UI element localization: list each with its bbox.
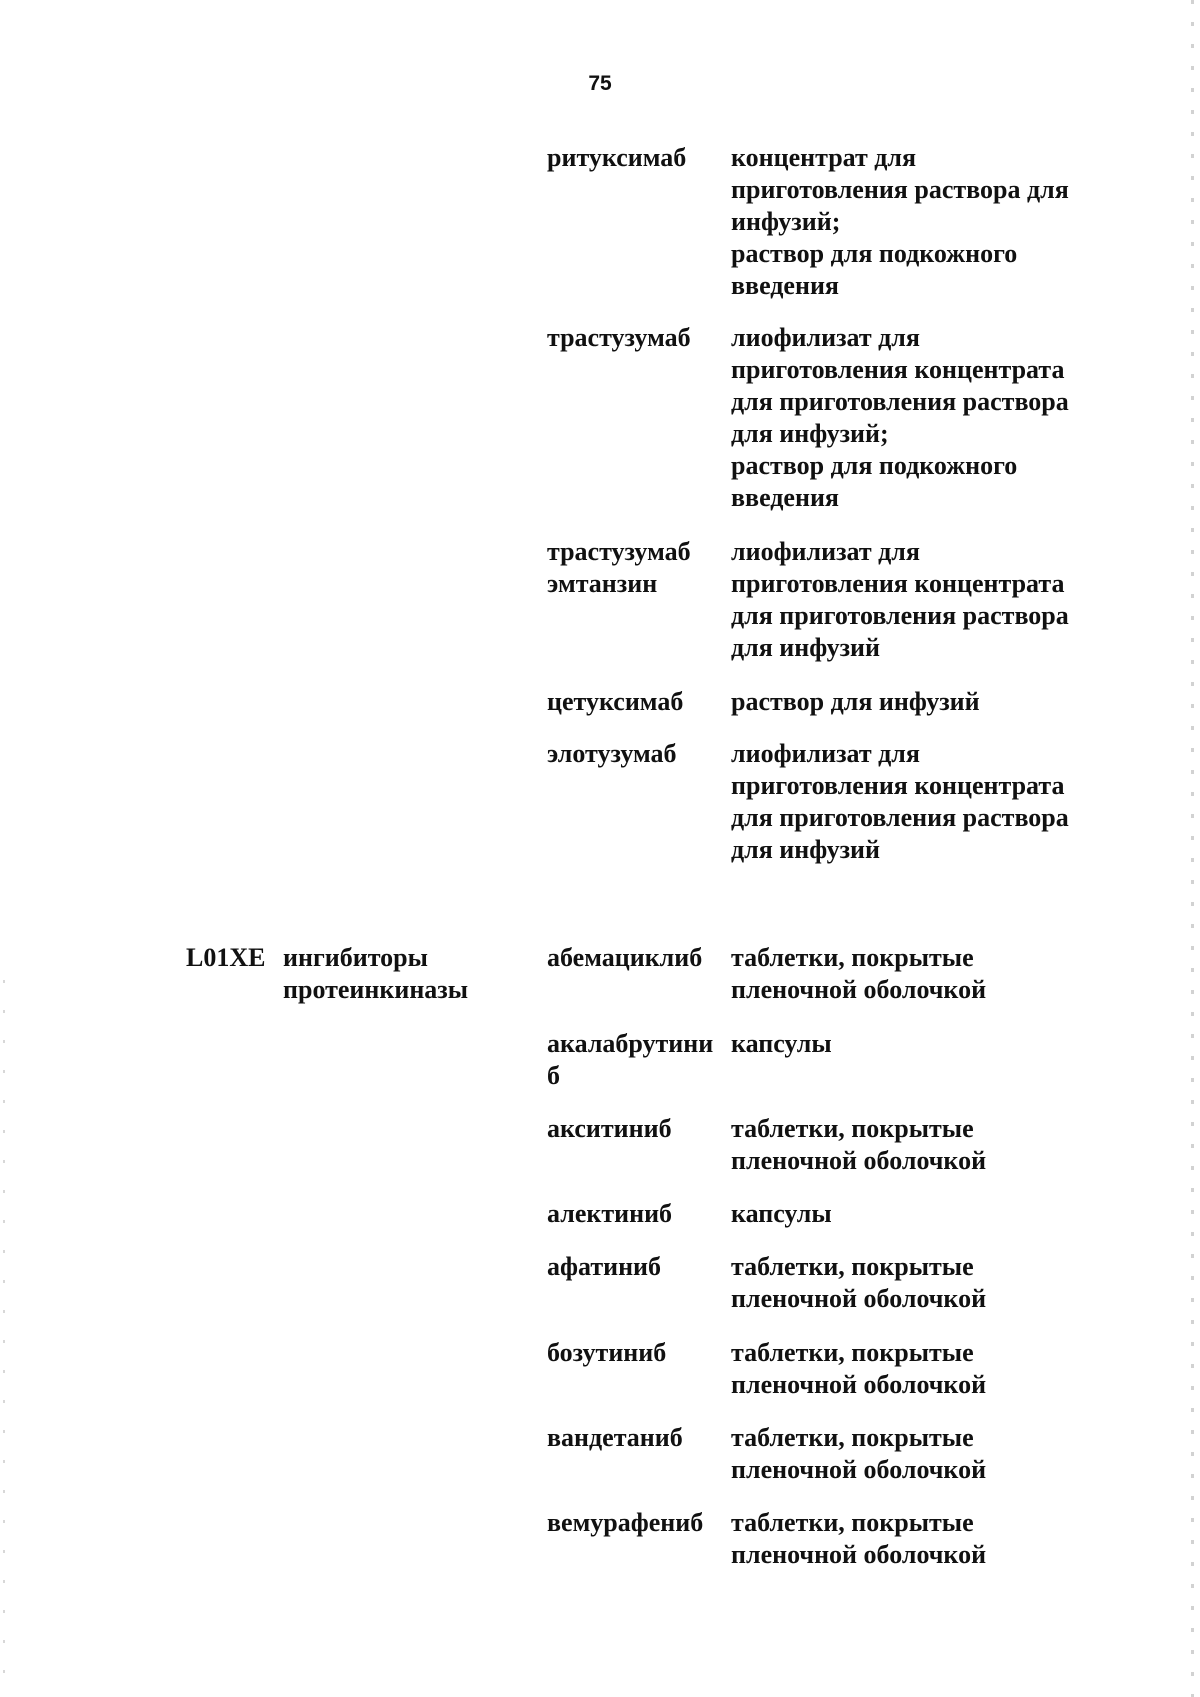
dosage-form: таблетки, покрытые пленочной оболочкой bbox=[731, 1508, 987, 1569]
drug-name: афатиниб bbox=[547, 1252, 662, 1281]
drug-name: трастузумаб эмтанзин bbox=[547, 537, 691, 598]
dosage-form: лиофилизат для приготовления концентрата для приготовления раствора для инфузий bbox=[731, 537, 1069, 662]
drug-name: вандетаниб bbox=[547, 1423, 683, 1452]
page-number: 75 bbox=[588, 72, 612, 95]
dosage-form: концентрат для приготовления раствора для инфузий; раствор для подкожного введения bbox=[731, 143, 1069, 300]
dosage-form: таблетки, покрытые пленочной оболочкой bbox=[731, 1114, 987, 1175]
drug-name: алектиниб bbox=[547, 1199, 673, 1228]
dosage-form: таблетки, покрытые пленочной оболочкой bbox=[731, 943, 987, 1004]
drug-name: элотузумаб bbox=[547, 739, 677, 768]
scan-edge-marks-left bbox=[3, 980, 5, 1680]
drug-name: бозутиниб bbox=[547, 1338, 667, 1367]
drug-name: акситиниб bbox=[547, 1114, 672, 1143]
dosage-form: капсулы bbox=[731, 1029, 832, 1058]
dosage-form: таблетки, покрытые пленочной оболочкой bbox=[731, 1338, 987, 1399]
drug-name: цетуксимаб bbox=[547, 687, 684, 716]
dosage-form: капсулы bbox=[731, 1199, 832, 1228]
drug-name: ритуксимаб bbox=[547, 143, 687, 172]
atc-group-name: ингибиторы протеинкиназы bbox=[283, 943, 469, 1004]
dosage-form: лиофилизат для приготовления концентрата для приготовления раствора для инфузий bbox=[731, 739, 1069, 864]
scan-edge-marks bbox=[1191, 0, 1194, 1697]
dosage-form: таблетки, покрытые пленочной оболочкой bbox=[731, 1423, 987, 1484]
dosage-form: таблетки, покрытые пленочной оболочкой bbox=[731, 1252, 987, 1313]
dosage-form: лиофилизат для приготовления концентрата для приготовления раствора для инфузий; раствор для подкожного введения bbox=[731, 323, 1069, 512]
drug-name: акалабрутини б bbox=[547, 1029, 714, 1090]
dosage-form: раствор для инфузий bbox=[731, 687, 980, 716]
drug-name: абемациклиб bbox=[547, 943, 703, 972]
drug-name: трастузумаб bbox=[547, 323, 691, 352]
drug-name: вемурафениб bbox=[547, 1508, 704, 1537]
atc-code: L01XE bbox=[186, 943, 266, 972]
